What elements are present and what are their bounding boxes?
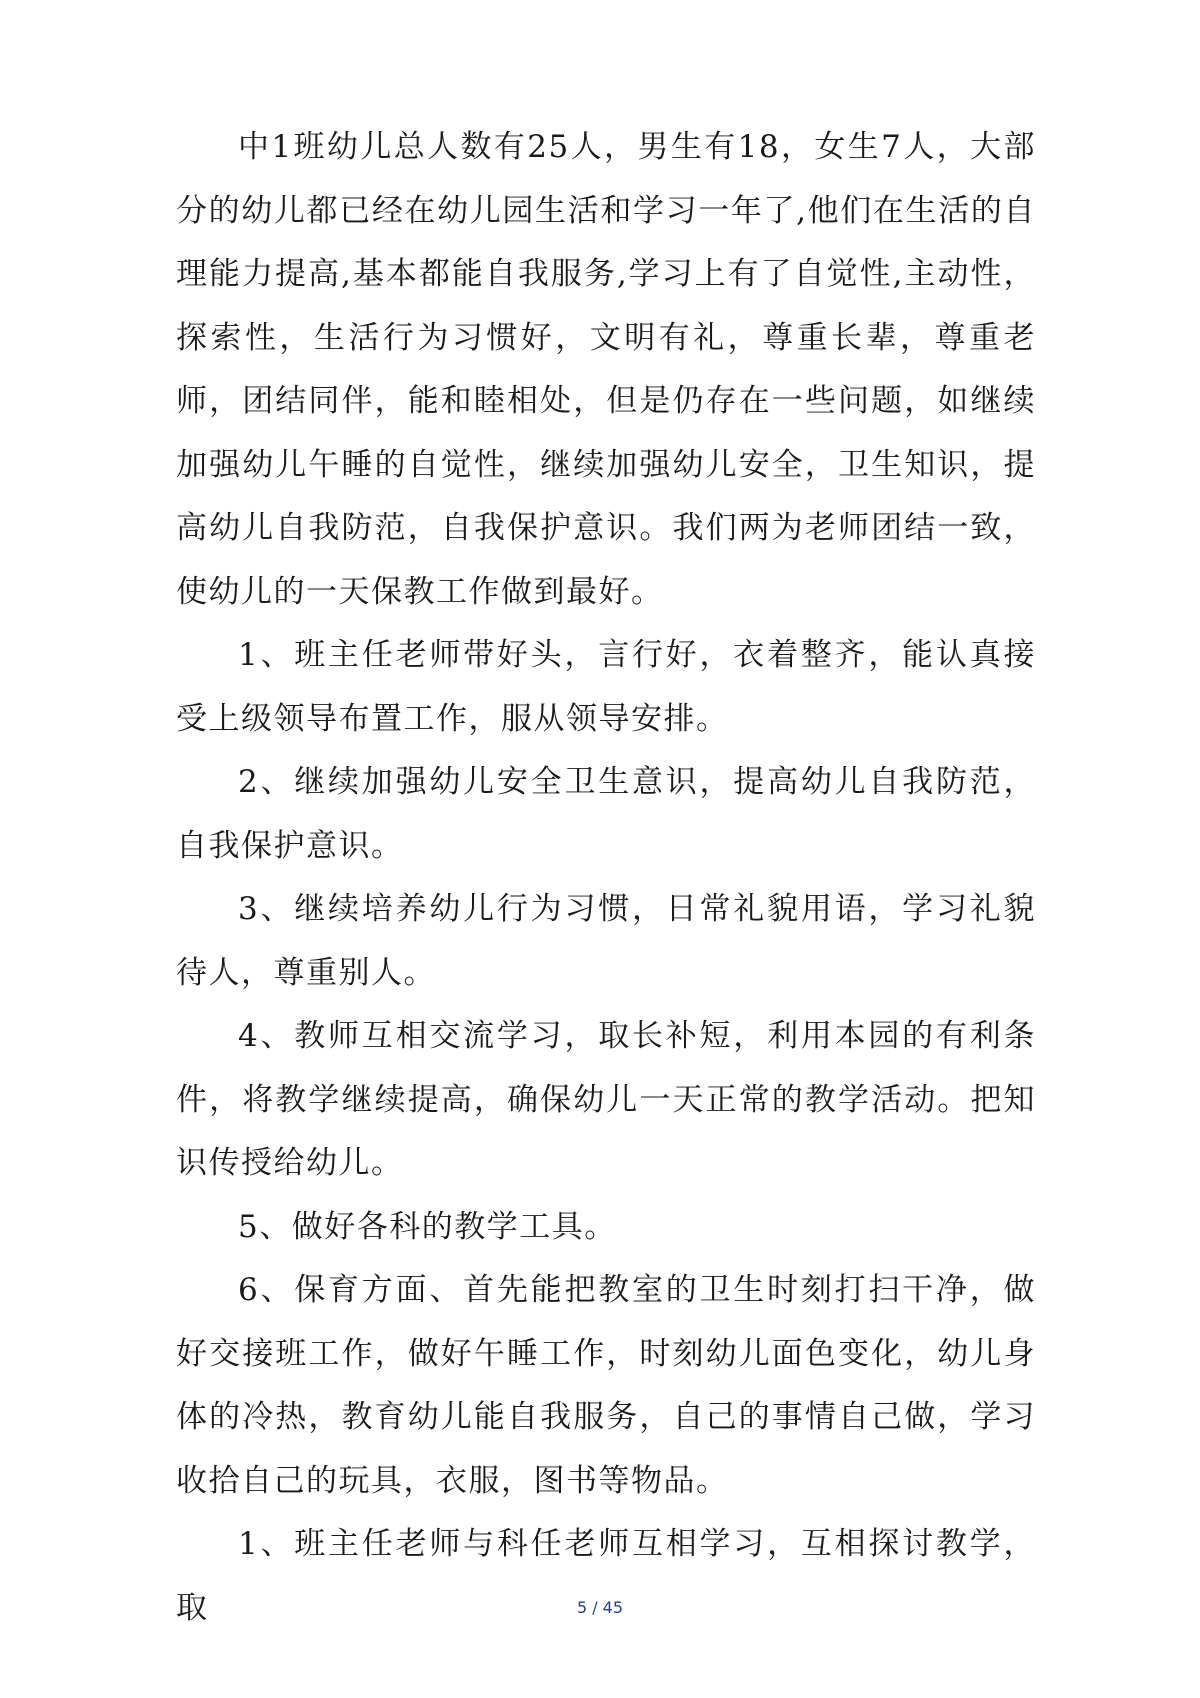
paragraph-item-3: 3、继续培养幼儿行为习惯，日常礼貌用语，学习礼貌待人，尊重别人。 <box>176 891 1036 991</box>
paragraph-item-4: 4、教师互相交流学习，取长补短，利用本园的有利条件，将教学继续提高，确保幼儿一天正常的教学活动。把知识传授给幼儿。 <box>176 1018 1036 1181</box>
document-body <box>176 116 1036 1640</box>
paragraph-item-2: 2、继续加强幼儿安全卫生意识，提高幼儿自我防范，自我保护意识。 <box>176 764 1036 864</box>
paragraph-item-6: 6、保育方面、首先能把教室的卫生时刻打扫干净，做好交接班工作，做好午睡工作，时刻幼儿面色变化，幼儿身体的冷热，教育幼儿能自我服务，自己的事情自己做，学习收拾自己的玩具，衣服，图书等物品。 <box>176 1272 1036 1499</box>
paragraph-item-1: 1、班主任老师带好头，言行好，衣着整齐，能认真接受上级领导布置工作，服从领导安排。 <box>176 637 1036 737</box>
paragraph-class-overview: 中1班幼儿总人数有25人，男生有18，女生7人，大部分的幼儿都已经在幼儿园生活和学习一年了,他们在生活的自理能力提高,基本都能自我服务,学习上有了自觉性,主动性，探索性，生活行为习惯好，文明有礼，尊重长辈，尊重老师，团结同伴，能和睦相处，但是仍存在一些问题，如继续加强幼儿午睡的自觉性，继续加强幼儿安全，卫生知识，提高幼儿自我防范，自我保护意识。我们两为老师团结一致，使幼儿的一天保教工作做到最好。 <box>176 129 1036 610</box>
page-number: 5 / 45 <box>576 1598 624 1617</box>
paragraph-item-5: 5、做好各科的教学工具。 <box>238 1208 617 1245</box>
paragraph-next-section-item-1: 1、班主任老师与科任老师互相学习，互相探讨教学，取 <box>176 1526 1036 1626</box>
